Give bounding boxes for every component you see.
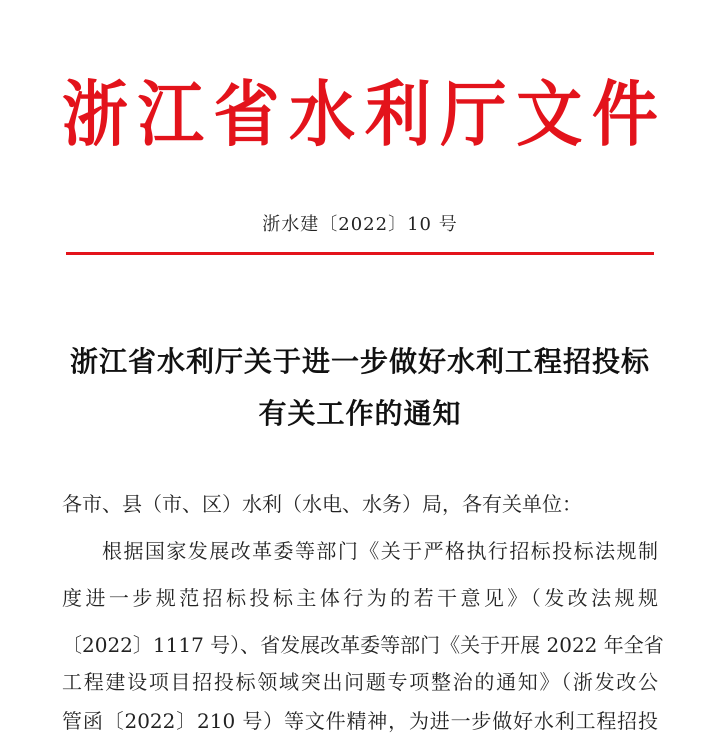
document-title-line-1: 浙江省水利厅关于进一步做好水利工程招投标 bbox=[69, 345, 650, 378]
document-title-line-2: 有关工作的通知 bbox=[258, 397, 462, 430]
red-divider-line bbox=[66, 252, 654, 255]
masthead-char: 浙 bbox=[62, 71, 128, 157]
masthead-char: 水 bbox=[289, 71, 356, 157]
document-number: 浙水建〔2022〕10 号 bbox=[262, 214, 458, 235]
body-line: 〔2022〕1117 号）、省发展改革委等部门《关于开展 2022 年全省 bbox=[62, 633, 664, 657]
masthead-char: 文 bbox=[516, 71, 583, 157]
salutation: 各市、县（市、区）水利（水电、水务）局，各有关单位： bbox=[62, 492, 582, 516]
masthead-char: 件 bbox=[591, 71, 658, 157]
masthead-char: 厅 bbox=[440, 71, 507, 157]
masthead-char: 省 bbox=[213, 71, 280, 157]
body-line: 工程建设项目招投标领域突出问题专项整治的通知》（浙发改公 bbox=[62, 670, 658, 694]
masthead-char: 江 bbox=[137, 71, 204, 157]
masthead bbox=[62, 68, 658, 160]
masthead-char: 利 bbox=[364, 71, 431, 157]
body-line: 度进一步规范招标投标主体行为的若干意见》（发改法规规 bbox=[62, 586, 658, 610]
body-line: 根据国家发展改革委等部门《关于严格执行招标投标法规制 bbox=[102, 539, 658, 563]
body-line: 管函〔2022〕210 号）等文件精神，为进一步做好水利工程招投 bbox=[62, 709, 658, 733]
